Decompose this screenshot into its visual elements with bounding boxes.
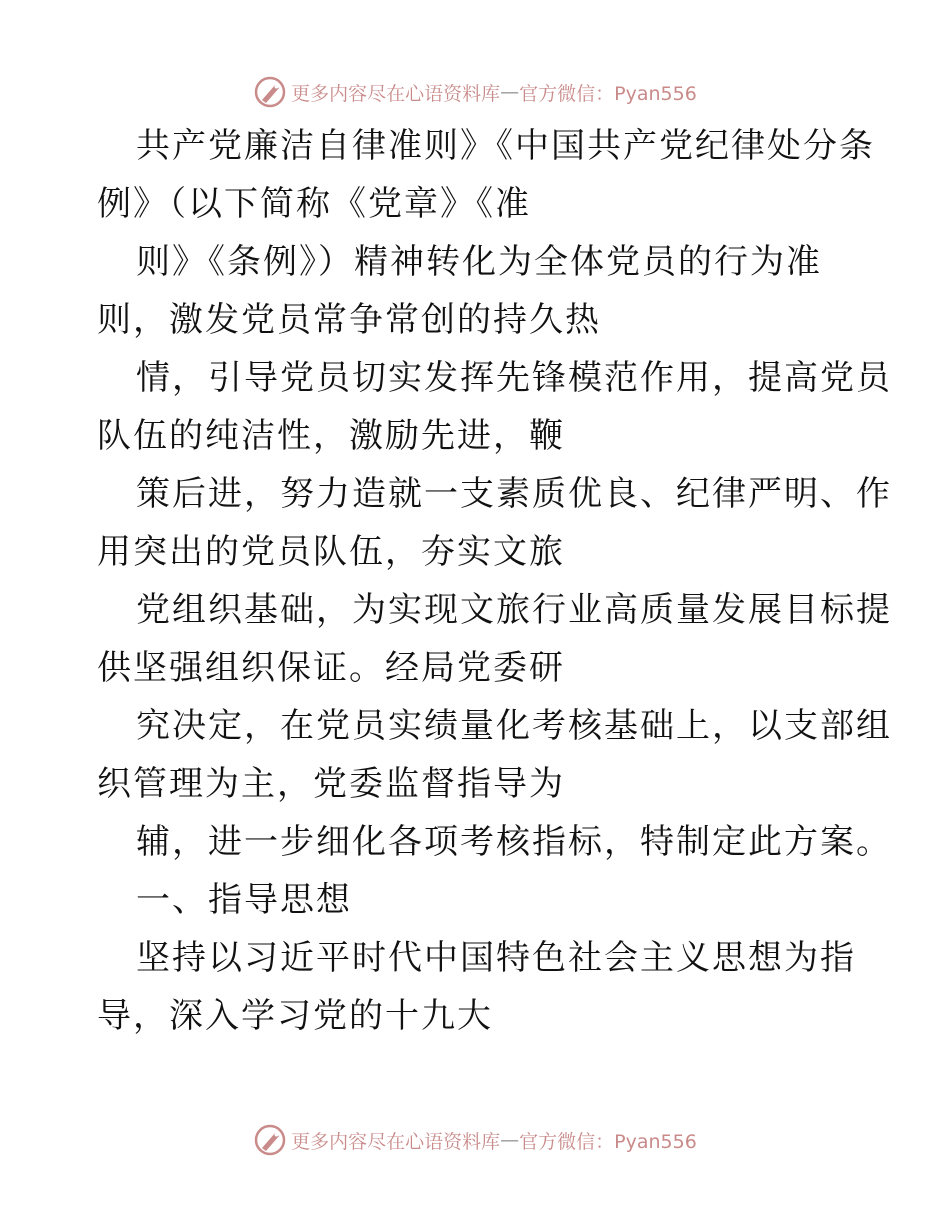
watermark-text: 更多内容尽在心语资料库 xyxy=(291,82,501,105)
text-line: 队伍的纯洁性，激励先进，鞭 xyxy=(97,416,565,456)
text-line: 例》（以下简称《党章》《准 xyxy=(97,184,531,224)
text-line: 辅，进一步细化各项考核指标，特制定此方案。 xyxy=(136,822,892,862)
pen-nib-seal-icon xyxy=(253,1123,287,1157)
footer-watermark xyxy=(0,1120,950,1160)
text-line: 导，深入学习党的十九大 xyxy=(97,996,493,1036)
watermark-separator: — xyxy=(500,1129,520,1151)
text-line: 织管理为主，党委监督指导为 xyxy=(97,764,565,804)
text-line: 用突出的党员队伍，夯实文旅 xyxy=(97,532,565,572)
watermark-text: 更多内容尽在心语资料库 xyxy=(291,1130,501,1153)
section-heading: 一、指导思想 xyxy=(136,880,352,920)
text-line: 则，激发党员常争常创的持久热 xyxy=(97,300,601,340)
text-line: 策后进，努力造就一支素质优良、纪律严明、作 xyxy=(136,474,892,514)
header-watermark xyxy=(0,72,950,112)
pen-nib-seal-icon xyxy=(253,75,287,109)
text-line: 党组织基础，为实现文旅行业高质量发展目标提 xyxy=(136,590,892,630)
text-line: 共产党廉洁自律准则》《中国共产党纪律处分条 xyxy=(136,126,875,166)
text-line: 则》《条例》）精神转化为全体党员的行为准 xyxy=(136,242,822,282)
watermark-contact: 官方微信：Pyan556 xyxy=(519,1130,697,1153)
watermark-contact: 官方微信：Pyan556 xyxy=(519,82,697,105)
text-line: 坚持以习近平时代中国特色社会主义思想为指 xyxy=(136,938,856,978)
text-line: 供坚强组织保证。经局党委研 xyxy=(97,648,565,688)
text-line: 究决定，在党员实绩量化考核基础上，以支部组 xyxy=(136,706,892,746)
watermark-separator: — xyxy=(500,81,520,103)
text-line: 情，引导党员切实发挥先锋模范作用，提高党员 xyxy=(136,358,892,398)
